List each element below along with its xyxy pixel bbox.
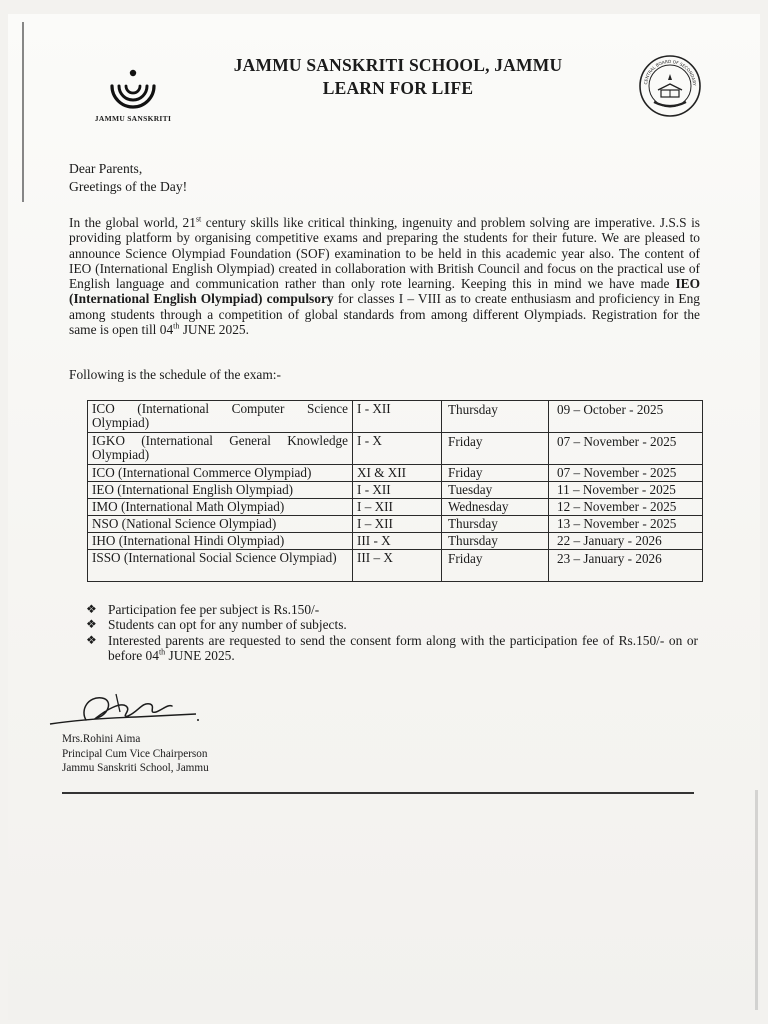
exam-classes: I - XII — [353, 401, 442, 433]
schedule-intro: Following is the schedule of the exam:- — [69, 367, 281, 382]
exam-name: ISSO (International Social Science Olympiad) — [88, 550, 353, 582]
greeting — [69, 160, 187, 196]
exam-date: 23 – January - 2026 — [549, 550, 703, 582]
logo-caption: JAMMU SANSKRITI — [94, 114, 172, 123]
exam-day: Friday — [442, 465, 549, 482]
signatory-title: Principal Cum Vice Chairperson — [62, 747, 208, 760]
table-row — [88, 482, 703, 499]
exam-name: ICO (International Commerce Olympiad) — [88, 465, 353, 482]
exam-name: IHO (International Hindi Olympiad) — [88, 533, 353, 550]
exam-classes: I - X — [353, 433, 442, 465]
exam-day: Thursday — [442, 533, 549, 550]
exam-name: NSO (National Science Olympiad) — [88, 516, 353, 533]
table-row — [88, 499, 703, 516]
exam-date: 09 – October - 2025 — [549, 401, 703, 433]
body-bold-text: IEO (International English Olympiad) compulsory — [69, 276, 700, 307]
footer-divider — [62, 792, 694, 794]
table-row — [88, 533, 703, 550]
body-text-1: In the global world, 21 — [69, 215, 196, 230]
seal-text: CENTRAL BOARD OF SECONDARY — [643, 58, 698, 86]
exam-day: Wednesday — [442, 499, 549, 516]
ordinal-sup: th — [158, 647, 166, 657]
body-text-3: for classes I – VIII as to create enthusiasm and proficiency in Eng among students through a competition of global standards from among different Olympiads. Registration for the same is open till 04 — [69, 291, 700, 338]
table-row — [88, 401, 703, 433]
exam-name: IGKO (International General Knowledge Olympiad) — [88, 433, 353, 465]
cbse-seal-icon — [638, 54, 702, 118]
exam-date: 11 – November - 2025 — [549, 482, 703, 499]
note-text: Participation fee per subject is Rs.150/- — [108, 602, 320, 617]
exam-day: Friday — [442, 433, 549, 465]
exam-schedule-table — [87, 400, 703, 582]
body-text-4: JUNE 2025. — [179, 322, 249, 338]
exam-day: Friday — [442, 550, 549, 582]
exam-classes: III - X — [353, 533, 442, 550]
exam-classes: I – XII — [353, 516, 442, 533]
exam-date: 07 – November - 2025 — [549, 433, 703, 465]
diamond-bullet-icon: ❖ — [86, 617, 97, 632]
note-text: Students can opt for any number of subjects. — [108, 617, 347, 633]
signatory-org: Jammu Sanskriti School, Jammu — [62, 762, 209, 775]
note-text-part: JUNE 2025. — [165, 647, 235, 663]
table-row — [88, 516, 703, 533]
ordinal-sup: st — [195, 214, 202, 224]
table-row — [88, 433, 703, 465]
handwritten-signature — [46, 690, 206, 734]
school-motto: LEARN FOR LIFE — [322, 78, 474, 98]
exam-classes: I – XII — [353, 499, 442, 516]
notes-list — [86, 602, 698, 663]
exam-date: 13 – November - 2025 — [549, 516, 703, 533]
list-item — [86, 617, 698, 632]
table-row — [88, 550, 703, 582]
list-item — [86, 633, 698, 664]
page-edge-shadow — [755, 790, 758, 1010]
signatory-name: Mrs.Rohini Aima — [62, 733, 141, 745]
exam-classes: I - XII — [353, 482, 442, 499]
exam-name: ICO (International Computer Science Olympiad) — [88, 401, 353, 433]
cbse-seal — [638, 54, 702, 118]
exam-day: Thursday — [442, 516, 549, 533]
exam-name: IMO (International Math Olympiad) — [88, 499, 353, 516]
signatory-block — [62, 732, 209, 776]
page-edge-line — [22, 22, 24, 202]
greeting-line: Greetings of the Day! — [69, 179, 188, 194]
table-row — [88, 465, 703, 482]
svg-text:CENTRAL BOARD OF SECONDARY EDU — [638, 54, 697, 86]
body-text-2: century skills like critical thinking, ingenuity and problem solving are imperative. J.S.S is providing platform by organising competitive exams and preparing the students for their future. We are pleased to announce Science Olympiad Foundation (SOF) examination to be held in this academic year also. The content of IEO (International English Olympiad) created in collaboration with British Council and focus on the practical use of English language and communication rather than only rote learning. Keeping this in mind we have made — [69, 215, 700, 292]
body-paragraph — [69, 215, 700, 337]
exam-date: 07 – November - 2025 — [549, 465, 703, 482]
ordinal-sup: th — [173, 321, 180, 331]
diamond-bullet-icon: ❖ — [86, 602, 97, 616]
note-text-part: Interested parents are requested to send the consent form along with the participation fee of Rs.150/- on or before 04 — [108, 632, 698, 663]
exam-name: IEO (International English Olympiad) — [88, 482, 353, 499]
list-item — [86, 602, 698, 617]
school-emblem-icon — [106, 62, 160, 112]
exam-day: Thursday — [442, 401, 549, 433]
exam-classes: XI & XII — [353, 465, 442, 482]
diamond-bullet-icon: ❖ — [86, 632, 97, 647]
salutation: Dear Parents, — [69, 161, 143, 176]
exam-day: Tuesday — [442, 482, 549, 499]
exam-date: 22 – January - 2026 — [549, 533, 703, 550]
exam-date: 12 – November - 2025 — [549, 499, 703, 516]
school-name: JAMMU SANSKRITI SCHOOL, JAMMU — [233, 55, 563, 75]
note-text — [108, 633, 698, 664]
exam-classes: III – X — [353, 550, 442, 582]
